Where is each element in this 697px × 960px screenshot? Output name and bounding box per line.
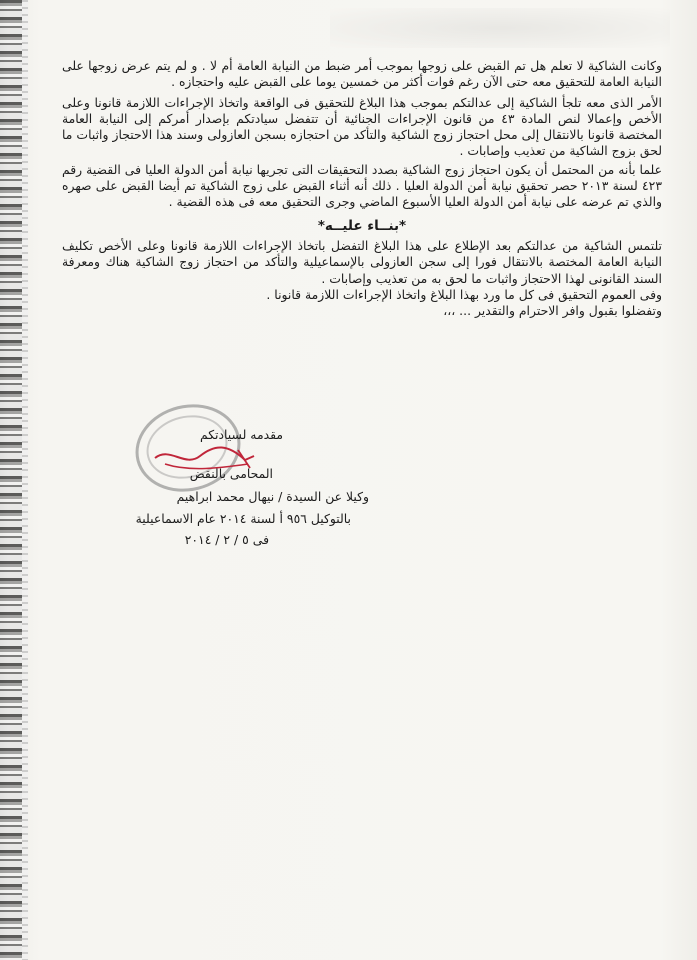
faint-header-mark [330, 8, 670, 48]
closing-line: وتفضلوا بقبول وافر الاحترام والتقدير ... ،،، [443, 303, 662, 319]
paragraph-case-note: علما بأنه من المحتمل أن يكون احتجاز زوج الشاكية بصدد التحقيقات التى تجريها نيابة أمن الدولة العليا فى القضية رقم ٤٢٣ لسنة ٢٠١٣ حصر تحقيق نيابة أمن الدولة العليا . ذلك أنه أثناء القبض على زوج الشاكية تم أيضا القبض على صهره والذي تم عرضه على نيابة أمن الدولة العليا الأسبوع الماضي وجرى التحقيق معه فى هذه القضية . [62, 161, 662, 210]
paragraph-petition: تلتمس الشاكية من عدالتكم بعد الإطلاع على هذا البلاغ التفضل باتخاذ الإجراءات اللازمة قانونا وعلى الأخص تكليف النيابة العامة المختصة بالانتقال فورا إلى سجن العازولى بالإسماعيلية والتأكد من احتجاز زوج الشاكية هناك ومعرفة السند القانونى لهذا الاحتجاز واثبات ما لحق به من تعذيب وإصابات . [62, 237, 662, 286]
signature-presented-label: مقدمه لسيادتكم [199, 427, 283, 442]
scan-edge-strip [0, 0, 22, 960]
heading-therefore: *بنــاء عليــه* [317, 217, 407, 234]
signature-date: فى ٥ / ٢ / ٢٠١٤ [184, 532, 269, 547]
scan-edge-shadow [22, 0, 28, 960]
paragraph-complaint-status: وكانت الشاكية لا تعلم هل تم القبض على زوجها بموجب أمر ضبط من النيابة العامة أم لا . و لم يتم عرض زوجها على النيابة العامة للتحقيق معه حتى الآن رغم فوات أكثر من خمسين يوما على القبض عليه واحتجازه . [62, 58, 662, 90]
paragraph-general: وفى العموم التحقيق فى كل ما ورد بهذا البلاغ واتخاذ الإجراءات اللازمة قانونا . [266, 286, 662, 302]
signature-power-of-attorney: بالتوكيل ٩٥٦ أ لسنة ٢٠١٤ عام الاسماعيلية [135, 511, 351, 526]
paragraph-request-investigation: الأمر الذى معه تلجأ الشاكية إلى عدالتكم بموجب هذا البلاغ للتحقيق فى الواقعة واتخاذ الإجراءات اللازمة قانونا وعلى الأخص وإعمالا لنص المادة ٤٣ من قانون الإجراءات الجنائية أن تتفضل سيادتكم بإصدار أمركم إلى النيابة العامة المختصة قانونا بالانتقال إلى محل احتجاز زوج الشاكية والتأكد من احتجازه بسجن العازولى وسند هذا الاحتجاز واثبات ما لحق بزوج الشاكية من تعذيب وإصابات . [62, 94, 662, 159]
document-body [62, 58, 662, 319]
signature-agent-line: وكيلا عن السيدة / نيهال محمد ابراهيم [176, 489, 369, 504]
signature-lawyer-title: المحامى بالنقض [189, 466, 273, 481]
